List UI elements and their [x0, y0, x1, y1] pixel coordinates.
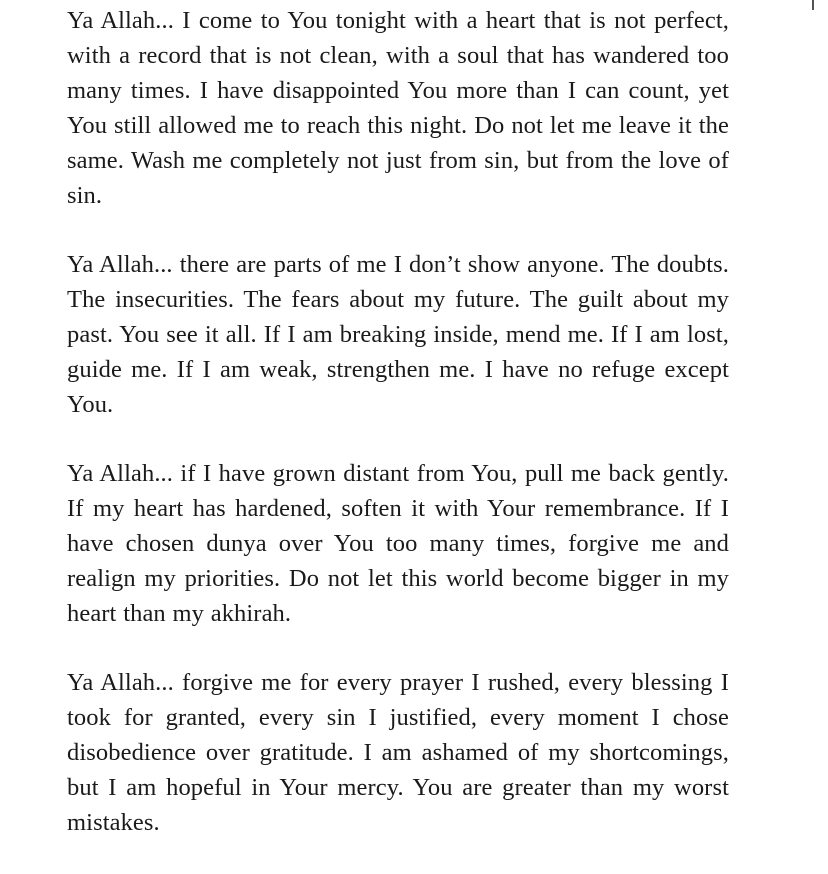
paragraph-4: Ya Allah... forgive me for every prayer I rushed, every blessing I took for granted, every sin I justified, every moment I chose disobedience over gratitude. I am ashamed of my shortcomings, but I am hopeful in Your mercy. You are greater than my worst mistakes. [67, 669, 729, 836]
paragraph-2: Ya Allah... there are parts of me I don’t show anyone. The doubts. The insecurities. The fears about my future. The guilt about my past. You see it all. If I am breaking inside, mend me. If I am lost, guide me. If I am weak, strengthen me. I have no refuge except You. [67, 251, 729, 418]
paragraph-1: Ya Allah... I come to You tonight with a heart that is not perfect, with a record that is not clean, with a soul that has wandered too many times. I have disappointed You more than I can count, yet You still allowed me to reach this night. Do not let me leave it the same. Wash me completely not just from sin, but from the love of sin. [67, 7, 729, 209]
page-edge-mark [812, 0, 814, 10]
paragraph-3: Ya Allah... if I have grown distant from You, pull me back gently. If my heart has hardened, soften it with Your remembrance. If I have chosen dunya over You too many times, forgive me and realign my priorities. Do not let this world become bigger in my heart than my akhirah. [67, 460, 729, 627]
text-column [67, 3, 729, 874]
